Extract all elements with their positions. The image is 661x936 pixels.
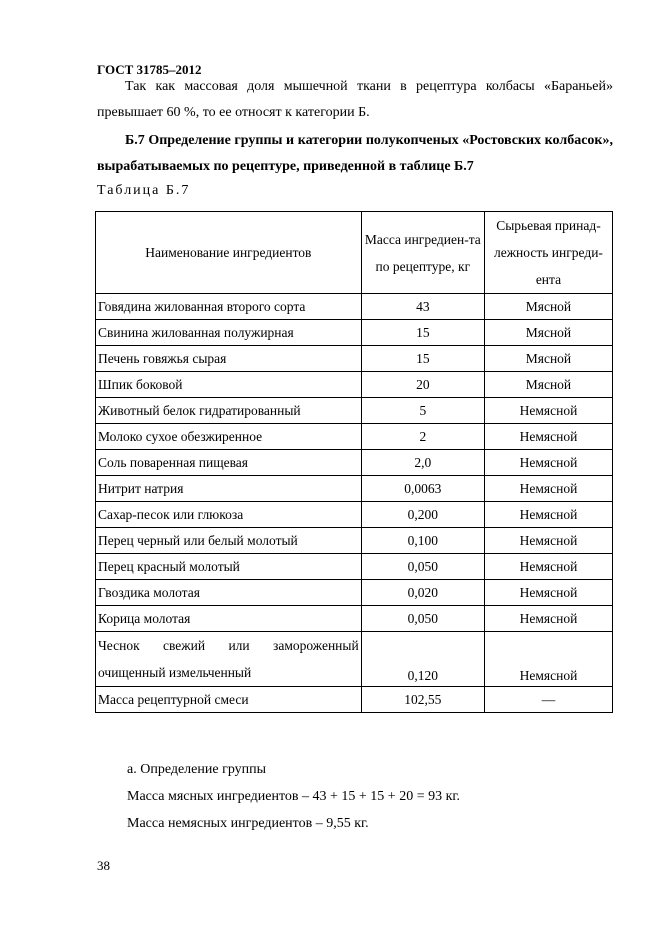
- ingredient-name: Печень говяжья сырая: [96, 346, 362, 372]
- ingredient-mass: 43: [361, 294, 484, 320]
- ingredient-name: Нитрит натрия: [96, 476, 362, 502]
- ingredient-type: Немясной: [484, 606, 612, 632]
- table-row: [96, 580, 613, 606]
- header-mass: Масса ингредиен-та по рецептуре, кг: [361, 212, 484, 294]
- meat-mass-calculation: Масса мясных ингредиентов – 43 + 15 + 15 + 20 = 93 кг.: [127, 789, 461, 804]
- table-row: [96, 632, 613, 687]
- ingredient-type: Немясной: [484, 632, 612, 687]
- ingredient-name-line2: очищенный измельченный: [98, 665, 252, 680]
- ingredient-mass: 0,020: [361, 580, 484, 606]
- ingredient-name: Перец черный или белый молотый: [96, 528, 362, 554]
- table-row: [96, 372, 613, 398]
- ingredient-mass: 0,050: [361, 554, 484, 580]
- ingredient-type: Мясной: [484, 294, 612, 320]
- ingredient-name-line1: Чеснок свежий или замороженный: [98, 638, 359, 653]
- ingredients-table: [95, 211, 613, 713]
- total-label: Масса рецептурной смеси: [96, 687, 362, 713]
- ingredient-mass: 0,050: [361, 606, 484, 632]
- page-number: 38: [97, 858, 110, 873]
- ingredient-type: Мясной: [484, 346, 612, 372]
- table-caption: Таблица Б.7: [97, 183, 191, 198]
- ingredient-name: Корица молотая: [96, 606, 362, 632]
- table-row: [96, 294, 613, 320]
- ingredient-name: Соль поваренная пищевая: [96, 450, 362, 476]
- table-row: [96, 424, 613, 450]
- ingredient-name: Сахар-песок или глюкоза: [96, 502, 362, 528]
- group-determination-heading: а. Определение группы: [127, 762, 267, 777]
- table-total-row: [96, 687, 613, 713]
- ingredient-name: Молоко сухое обезжиренное: [96, 424, 362, 450]
- ingredient-type: Немясной: [484, 554, 612, 580]
- ingredient-type: Немясной: [484, 398, 612, 424]
- ingredient-type: Немясной: [484, 502, 612, 528]
- table-row: [96, 320, 613, 346]
- ingredient-mass: 15: [361, 346, 484, 372]
- ingredient-name: Шпик боковой: [96, 372, 362, 398]
- header-ingredient-name: Наименование ингредиентов: [96, 212, 362, 294]
- table-header-row: [96, 212, 613, 294]
- ingredient-mass: 0,100: [361, 528, 484, 554]
- total-mass: 102,55: [361, 687, 484, 713]
- table-row: [96, 476, 613, 502]
- table-row: [96, 554, 613, 580]
- ingredient-mass: 2: [361, 424, 484, 450]
- ingredient-type: Немясной: [484, 476, 612, 502]
- section-title: Б.7 Определение группы и категории полукопченых «Ростовских колбасок», вырабатываемых по рецептуре, приведенной в таблице Б.7: [97, 133, 613, 174]
- ingredient-mass: 5: [361, 398, 484, 424]
- ingredient-mass: 0,120: [361, 632, 484, 687]
- ingredient-name: Говядина жилованная второго сорта: [96, 294, 362, 320]
- ingredient-name: Гвоздика молотая: [96, 580, 362, 606]
- table-row: [96, 606, 613, 632]
- ingredient-mass: 15: [361, 320, 484, 346]
- header-raw-material-type: Сырьевая принад-лежность ингреди-ента: [484, 212, 612, 294]
- total-type: —: [484, 687, 612, 713]
- ingredient-type: Немясной: [484, 424, 612, 450]
- ingredient-mass: 20: [361, 372, 484, 398]
- ingredient-name: Свинина жилованная полужирная: [96, 320, 362, 346]
- document-header: ГОСТ 31785–2012: [97, 62, 202, 77]
- table-row: [96, 502, 613, 528]
- table-row: [96, 450, 613, 476]
- ingredient-type: Немясной: [484, 450, 612, 476]
- table-row: [96, 346, 613, 372]
- ingredient-type: Немясной: [484, 580, 612, 606]
- ingredient-type: Мясной: [484, 372, 612, 398]
- non-meat-mass-calculation: Масса немясных ингредиентов – 9,55 кг.: [127, 816, 369, 831]
- table-row: [96, 398, 613, 424]
- ingredient-name: [96, 632, 362, 687]
- ingredient-mass: 0,0063: [361, 476, 484, 502]
- ingredient-name: Перец красный молотый: [96, 554, 362, 580]
- ingredient-type: Мясной: [484, 320, 612, 346]
- ingredient-mass: 0,200: [361, 502, 484, 528]
- paragraph-intro: Так как массовая доля мышечной ткани в рецептура колбасы «Бараньей» превышает 60 %, то ее относят к категории Б.: [97, 79, 613, 120]
- ingredient-name: Животный белок гидратированный: [96, 398, 362, 424]
- ingredient-type: Немясной: [484, 528, 612, 554]
- table-row: [96, 528, 613, 554]
- ingredient-mass: 2,0: [361, 450, 484, 476]
